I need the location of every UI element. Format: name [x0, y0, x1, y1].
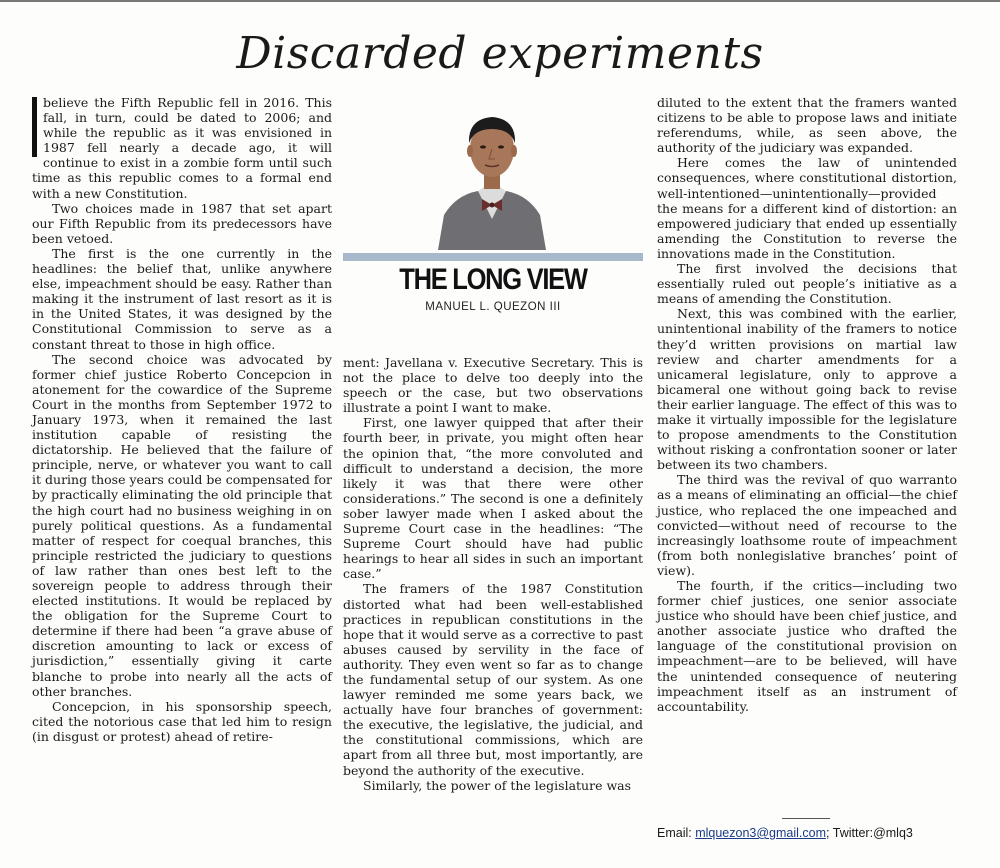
contact-line [657, 826, 977, 840]
column-header [343, 95, 643, 323]
author-portrait [436, 95, 548, 250]
article-column-3 [657, 95, 957, 714]
paragraph: Here comes the law of unintended consequences, where constitutional distortion, well-intentioned—unintentionally—provided the means for a different kind of distortion: an empowered judiciary that ended up essentially amending the Constitution to reverse the innovations made in the Constitution. [657, 155, 957, 261]
twitter-label: Twitter: [832, 826, 874, 840]
article-column-1 [32, 95, 332, 744]
paragraph: Two choices made in 1987 that set apart our Fifth Republic from its predecessors have been vetoed. [32, 200, 332, 246]
paragraph: The first involved the decisions that essentially ruled out people’s initiative as a means of amending the Constitution. [657, 261, 957, 307]
paragraph: diluted to the extent that the framers wanted citizens to be able to propose laws and initiate referendums, while, as seen above, the authority of the judiciary was expanded. [657, 95, 957, 156]
column-name: THE LONG VIEW [399, 263, 587, 296]
paragraph: The first is the one currently in the headlines: the belief that, unlike anywhere else, impeachment should be easy. Rather than making it the instrument of last resort as it is in the United States, it was designed by the Constitutional Commission to serve as a constant threat to those in high office. [32, 245, 332, 352]
paragraph: The third was the revival of quo warranto as a means of eliminating an official—the chief justice, who replaced the one impeached and convicted—without need of recourse to the increasingly loathsome route of impeachment (from both nonlegislative branches’ point of view). [657, 472, 957, 578]
email-label: Email: [657, 826, 692, 840]
paragraph: The fourth, if the critics—including two former chief justices, one senior associate justice who should have been chief justice, and another associate justice who drafted the language of the constitutional provision on impeachment—are to be believed, will have the unintended consequence of neutering impeachment itself as an instrument of accountability. [657, 578, 957, 714]
author-name: MANUEL L. QUEZON III [425, 301, 561, 313]
headline: Discarded experiments [236, 28, 764, 79]
twitter-handle[interactable]: @mlq3 [873, 826, 913, 840]
paragraph: Concepcion, in his sponsorship speech, cited the notorious case that led him to resign (in disgust or protest) ahead of retire- [32, 698, 332, 744]
article-column-2 [343, 355, 643, 793]
paragraph: believe the Fifth Republic fell in 2016. This fall, in turn, could be dated to 2006; and while the republic as it was envisioned in 1987 fell nearly a decade ago, it will continue to exist in a zombie form until such time as this republic comes to a formal end with a new Constitution. [32, 95, 332, 201]
paragraph: The framers of the 1987 Constitution distorted what had been well-established practices in republican constitutions in the hope that it would serve as a corrective to past abuses caused by servility in the face of authority. They even went so far as to change the fundamental setup of our system. As one lawyer reminded me some years back, we actually have four branches of government: the executive, the legislative, the judicial, and the constitutional commissions, which are apart from all three but, most importantly, are beyond the authority of the executive. [343, 581, 643, 778]
email-link[interactable]: mlquezon3@gmail.com [695, 826, 827, 840]
paragraph: Next, this was combined with the earlier, unintentional inability of the framers to notice they’d written provisions on martial law review and charter amendments for a unicameral legislature, only to approve a bicameral one without going back to revise their earlier language. The effect of this was to make it virtually impossible for the legislature to propose amendments to the Constitution without risking a confrontation sooner or later between its two chambers. [657, 306, 957, 473]
top-border [0, 0, 1000, 2]
paragraph: The second choice was advocated by former chief justice Roberto Concepcion in atonement for the cowardice of the Supreme Court in the months from September 1972 to January 1973, when it remained the last institution capable of resisting the dictatorship. He believed that the failure of principle, nerve, or whatever you want to call it during those years could be compensated for by practically eliminating the old principle that the high court had no business weighing in on purely political questions. As a fundamental matter of respect for coequal branches, this principle restricted the judiciary to questions of law rather than ones best left to the sovereign people to address through their elected institutions. It would be replaced by the obligation for the Supreme Court to determine if there had been “a grave abuse of discretion amounting to lack or excess of jurisdiction,” essentially giving it carte blanche to probe into nearly all the acts of other branches. [32, 351, 332, 699]
end-rule [782, 818, 830, 819]
paragraph: ment: Javellana v. Executive Secretary. This is not the place to delve too deeply into the speech or the case, but two observations illustrate a point I want to make. [343, 355, 643, 416]
paragraph: Similarly, the power of the legislature was [363, 777, 632, 793]
paragraph: First, one lawyer quipped that after their fourth beer, in private, you might often hear the opinion that, “the more convoluted and difficult to understand a decision, the more likely it was that there were other considerations.” The second is one a definitely sober lawyer made when I asked about the Supreme Court case in the headlines: “The Supreme Court should have had public hearings to hear all sides in such an important case.” [343, 415, 643, 582]
column-rule-bar [343, 253, 643, 261]
drop-cap-bar [32, 97, 37, 157]
contact-separator: ; [826, 826, 830, 840]
